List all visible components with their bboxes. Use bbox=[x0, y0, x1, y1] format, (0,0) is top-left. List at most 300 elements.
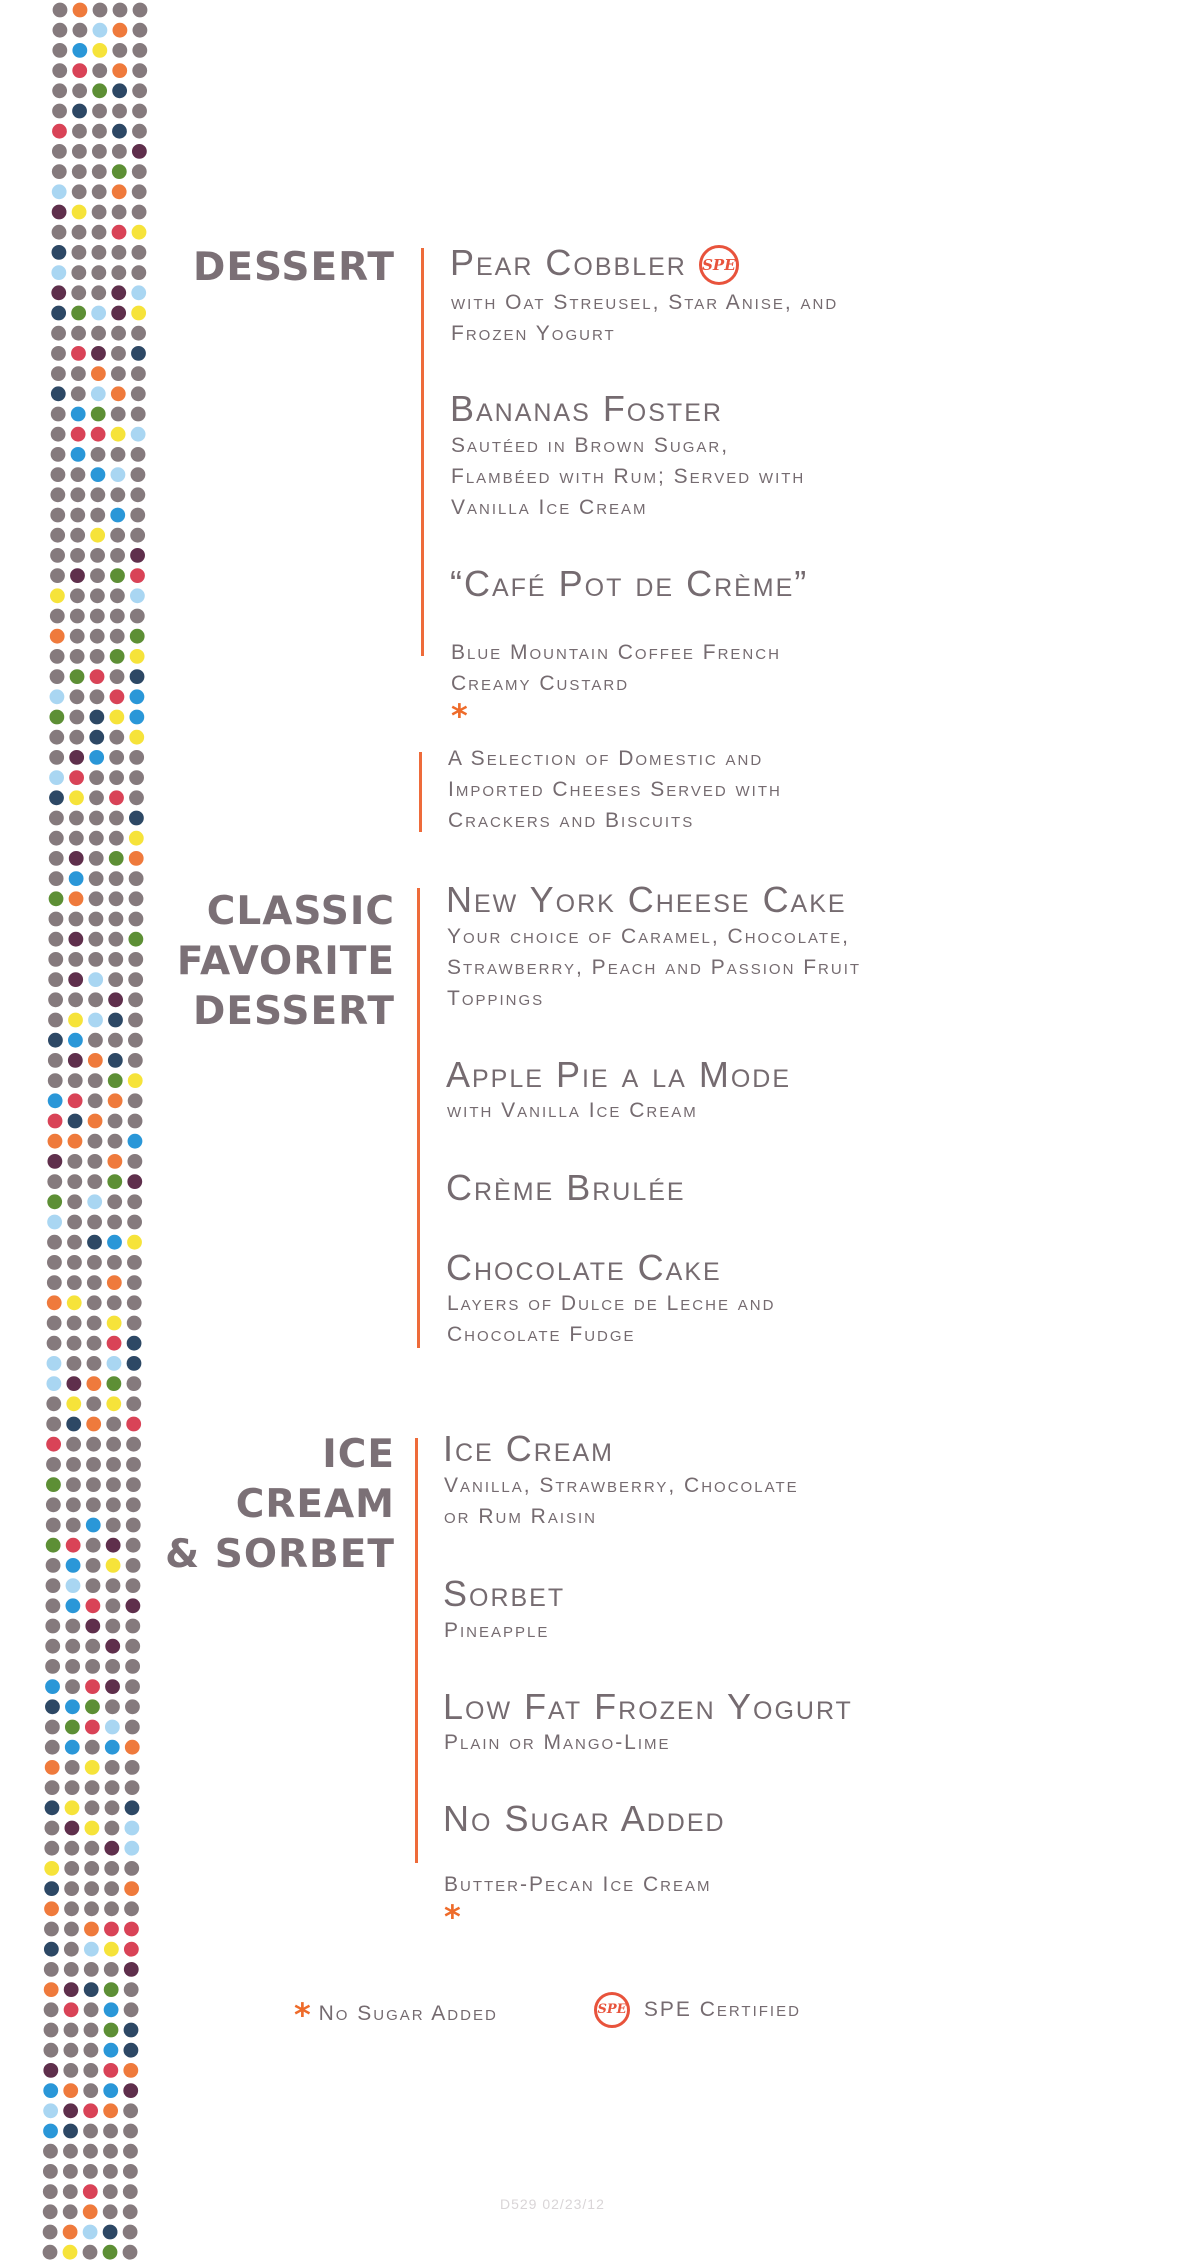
decorative-dot bbox=[90, 669, 105, 684]
decorative-dot bbox=[67, 1316, 82, 1331]
decorative-dot bbox=[53, 23, 68, 38]
decorative-dot bbox=[71, 386, 86, 401]
decorative-dot bbox=[123, 2063, 138, 2078]
decorative-dot bbox=[49, 750, 64, 765]
decorative-dot bbox=[72, 104, 87, 119]
decorative-dot bbox=[130, 689, 145, 704]
decorative-dot bbox=[103, 2184, 118, 2199]
menu-item-description-text: Blue Mountain Coffee French Creamy Custard bbox=[451, 641, 781, 695]
decorative-dot bbox=[126, 1477, 141, 1492]
decorative-dot bbox=[128, 932, 143, 947]
menu-item-title bbox=[450, 243, 739, 285]
decorative-dot bbox=[52, 164, 67, 179]
decorative-dot bbox=[86, 1396, 101, 1411]
decorative-dot bbox=[131, 407, 146, 422]
decorative-dot bbox=[68, 972, 83, 987]
decorative-dot bbox=[124, 1922, 139, 1937]
decorative-dot bbox=[46, 1497, 61, 1512]
decorative-dot bbox=[67, 1295, 82, 1310]
decorative-dot bbox=[87, 1174, 102, 1189]
decorative-dot bbox=[112, 225, 127, 240]
decorative-dot bbox=[85, 1598, 100, 1613]
decorative-dot bbox=[70, 629, 85, 644]
decorative-dot bbox=[106, 1558, 121, 1573]
decorative-dot bbox=[130, 588, 145, 603]
decorative-dot bbox=[128, 1033, 143, 1048]
decorative-dot bbox=[46, 1578, 61, 1593]
menu-item-title: Crème Brulée bbox=[446, 1167, 686, 1208]
decorative-dot bbox=[47, 1174, 62, 1189]
decorative-dot bbox=[107, 1295, 122, 1310]
decorative-dot bbox=[89, 912, 104, 927]
decorative-dot bbox=[87, 1295, 102, 1310]
decorative-dot bbox=[126, 1437, 141, 1452]
decorative-dot bbox=[71, 346, 86, 361]
decorative-dot bbox=[127, 1255, 142, 1270]
decorative-dot bbox=[52, 225, 67, 240]
decorative-dot bbox=[71, 326, 86, 341]
decorative-dot bbox=[52, 205, 67, 220]
decorative-dot bbox=[127, 1154, 142, 1169]
decorative-dot bbox=[63, 2063, 78, 2078]
menu-item-name: Pear Cobbler bbox=[450, 242, 687, 283]
decorative-dot bbox=[91, 285, 106, 300]
menu-item-description: with Vanilla Ice Cream bbox=[447, 1099, 698, 1122]
decorative-dot bbox=[69, 750, 84, 765]
decorative-dot bbox=[89, 770, 104, 785]
decorative-dot bbox=[124, 1982, 139, 1997]
decorative-dot bbox=[131, 346, 146, 361]
decorative-dot bbox=[68, 952, 83, 967]
decorative-dot bbox=[48, 972, 63, 987]
decorative-dot bbox=[44, 2043, 59, 2058]
decorative-dot bbox=[131, 386, 146, 401]
decorative-dot bbox=[104, 1841, 119, 1856]
decorative-dot bbox=[71, 285, 86, 300]
decorative-dot bbox=[108, 1134, 123, 1149]
decorative-dot bbox=[71, 306, 86, 321]
decorative-dot bbox=[65, 1821, 80, 1836]
decorative-dot bbox=[71, 447, 86, 462]
decorative-dot bbox=[110, 629, 125, 644]
decorative-dot bbox=[132, 184, 147, 199]
decorative-dot bbox=[84, 2002, 99, 2017]
decorative-dot bbox=[86, 1497, 101, 1512]
decorative-dot bbox=[64, 2023, 79, 2038]
decorative-dot bbox=[51, 326, 66, 341]
decorative-dot bbox=[105, 1740, 120, 1755]
decorative-dot bbox=[46, 1518, 61, 1533]
decorative-dot bbox=[50, 669, 65, 684]
decorative-dot bbox=[88, 992, 103, 1007]
decorative-dot bbox=[69, 831, 84, 846]
decorative-dot bbox=[126, 1376, 141, 1391]
decorative-dot bbox=[67, 1356, 82, 1371]
decorative-dot bbox=[111, 447, 126, 462]
decorative-dot bbox=[45, 1720, 60, 1735]
decorative-dot bbox=[72, 63, 87, 78]
decorative-dot bbox=[91, 447, 106, 462]
decorative-dot bbox=[64, 1881, 79, 1896]
decorative-dot bbox=[63, 2083, 78, 2098]
decorative-dot bbox=[68, 1053, 83, 1068]
decorative-dot bbox=[65, 1699, 80, 1714]
decorative-dot bbox=[105, 1699, 120, 1714]
decorative-dot bbox=[72, 245, 87, 260]
asterisk-icon: * bbox=[294, 1996, 311, 2034]
decorative-dot bbox=[90, 528, 105, 543]
decorative-dot bbox=[109, 730, 124, 745]
decorative-dot bbox=[52, 63, 67, 78]
decorative-dot bbox=[112, 184, 127, 199]
decorative-dot bbox=[48, 952, 63, 967]
decorative-dot bbox=[130, 548, 145, 563]
decorative-dot bbox=[110, 669, 125, 684]
decorative-dot bbox=[46, 1477, 61, 1492]
decorative-dot bbox=[86, 1437, 101, 1452]
decorative-dot bbox=[84, 1982, 99, 1997]
decorative-dot bbox=[104, 2002, 119, 2017]
decorative-dot bbox=[83, 2245, 98, 2260]
decorative-dot bbox=[111, 346, 126, 361]
decorative-dot bbox=[105, 1619, 120, 1634]
decorative-dot bbox=[106, 1477, 121, 1492]
decorative-dot bbox=[108, 952, 123, 967]
decorative-dot bbox=[109, 710, 124, 725]
decorative-dot bbox=[131, 366, 146, 381]
decorative-dot bbox=[47, 1215, 62, 1230]
decorative-dot bbox=[85, 1619, 100, 1634]
decorative-dot bbox=[107, 1215, 122, 1230]
decorative-dot bbox=[131, 306, 146, 321]
decorative-dot bbox=[84, 2043, 99, 2058]
decorative-dot bbox=[86, 1578, 101, 1593]
decorative-dot bbox=[73, 3, 88, 18]
decorative-dot bbox=[124, 2043, 139, 2058]
decorative-dot bbox=[112, 63, 127, 78]
decorative-dot bbox=[87, 1275, 102, 1290]
decorative-dot bbox=[130, 669, 145, 684]
decorative-dot bbox=[65, 1740, 80, 1755]
decorative-dot bbox=[83, 2144, 98, 2159]
decorative-dot bbox=[46, 1437, 61, 1452]
decorative-dot bbox=[110, 487, 125, 502]
decorative-dot bbox=[127, 1215, 142, 1230]
decorative-dot bbox=[123, 2184, 138, 2199]
decorative-dot bbox=[92, 43, 107, 58]
decorative-dot bbox=[50, 487, 65, 502]
decorative-dot bbox=[65, 1619, 80, 1634]
decorative-dot bbox=[131, 265, 146, 280]
decorative-dot bbox=[111, 285, 126, 300]
decorative-dot bbox=[90, 508, 105, 523]
decorative-dot bbox=[131, 285, 146, 300]
decorative-dot bbox=[91, 407, 106, 422]
decorative-dot bbox=[70, 609, 85, 624]
decorative-dot bbox=[48, 932, 63, 947]
decorative-dot bbox=[49, 871, 64, 886]
decorative-dot bbox=[92, 124, 107, 139]
decorative-dot bbox=[128, 952, 143, 967]
decorative-dot bbox=[69, 710, 84, 725]
decorative-dot bbox=[91, 366, 106, 381]
decorative-dot bbox=[106, 1376, 121, 1391]
decorative-dot bbox=[87, 1235, 102, 1250]
decorative-dot bbox=[103, 2245, 118, 2260]
decorative-dot bbox=[104, 1982, 119, 1997]
decorative-dot bbox=[45, 1639, 60, 1654]
decorative-dot bbox=[48, 1053, 63, 1068]
decorative-dot bbox=[51, 447, 66, 462]
decorative-dot bbox=[130, 487, 145, 502]
decorative-dot bbox=[127, 1316, 142, 1331]
decorative-dot bbox=[48, 1073, 63, 1088]
decorative-dot bbox=[85, 1699, 100, 1714]
decorative-dot bbox=[92, 83, 107, 98]
decorative-dot bbox=[70, 508, 85, 523]
asterisk-icon: * bbox=[451, 697, 468, 735]
decorative-dot bbox=[50, 689, 65, 704]
decorative-dot bbox=[44, 1901, 59, 1916]
decorative-dot bbox=[92, 63, 107, 78]
decorative-dot bbox=[50, 508, 65, 523]
decorative-dot bbox=[89, 790, 104, 805]
decorative-dot bbox=[70, 568, 85, 583]
decorative-dot bbox=[113, 23, 128, 38]
decorative-dot bbox=[46, 1558, 61, 1573]
decorative-dot bbox=[112, 124, 127, 139]
decorative-dot bbox=[110, 649, 125, 664]
decorative-dot bbox=[107, 1235, 122, 1250]
decorative-dot bbox=[47, 1235, 62, 1250]
decorative-dot bbox=[45, 1679, 60, 1694]
decorative-dot bbox=[125, 1740, 140, 1755]
decorative-dot bbox=[45, 1659, 60, 1674]
decorative-dot bbox=[109, 831, 124, 846]
decorative-dot bbox=[125, 1699, 140, 1714]
decorative-dot bbox=[85, 1760, 100, 1775]
decorative-dot bbox=[69, 891, 84, 906]
decorative-dot bbox=[47, 1356, 62, 1371]
decorative-dot bbox=[70, 548, 85, 563]
decorative-dot bbox=[47, 1295, 62, 1310]
decorative-dot bbox=[63, 2245, 78, 2260]
decorative-dot bbox=[70, 588, 85, 603]
decorative-dot bbox=[84, 1901, 99, 1916]
decorative-dot bbox=[44, 2002, 59, 2017]
decorative-dot bbox=[50, 629, 65, 644]
decorative-dot bbox=[108, 1013, 123, 1028]
decorative-dot bbox=[67, 1275, 82, 1290]
decorative-dot bbox=[70, 669, 85, 684]
decorative-dot bbox=[90, 487, 105, 502]
decorative-dot bbox=[65, 1800, 80, 1815]
decorative-dot bbox=[130, 508, 145, 523]
menu-item-description: Layers of Dulce de Leche and Chocolate Fudge bbox=[447, 1292, 776, 1346]
decorative-dot bbox=[84, 1841, 99, 1856]
menu-item-description: Sautéed in Brown Sugar, Flambéed with Rum; Served with Vanilla Ice Cream bbox=[451, 434, 806, 519]
decorative-dot bbox=[125, 1619, 140, 1634]
decorative-dot bbox=[125, 1720, 140, 1735]
decorative-dot bbox=[85, 1639, 100, 1654]
decorative-dot bbox=[46, 1457, 61, 1472]
decorative-dot bbox=[93, 3, 108, 18]
decorative-dot bbox=[72, 225, 87, 240]
decorative-dot bbox=[125, 1780, 140, 1795]
decorative-dot bbox=[92, 205, 107, 220]
decorative-dot bbox=[52, 83, 67, 98]
print-code: D529 02/23/12 bbox=[500, 2196, 605, 2212]
decorative-dot bbox=[90, 689, 105, 704]
decorative-dot bbox=[105, 1639, 120, 1654]
decorative-dot bbox=[108, 1114, 123, 1129]
decorative-dot bbox=[64, 1901, 79, 1916]
menu-item-description bbox=[444, 1838, 712, 1936]
decorative-dot bbox=[107, 1194, 122, 1209]
decorative-dot bbox=[92, 225, 107, 240]
legend-label: No Sugar Added bbox=[318, 2002, 498, 2025]
decorative-dot bbox=[110, 609, 125, 624]
decorative-dot bbox=[47, 1154, 62, 1169]
decorative-dot bbox=[86, 1558, 101, 1573]
decorative-dot bbox=[110, 689, 125, 704]
decorative-dot bbox=[84, 2023, 99, 2038]
decorative-dot bbox=[51, 285, 66, 300]
decorative-dot bbox=[132, 43, 147, 58]
decorative-dot bbox=[91, 386, 106, 401]
section-divider-dessert bbox=[421, 248, 424, 656]
decorative-dot bbox=[123, 2204, 138, 2219]
decorative-dot bbox=[103, 2083, 118, 2098]
decorative-dot bbox=[128, 972, 143, 987]
decorative-dot bbox=[124, 2002, 139, 2017]
decorative-dot bbox=[106, 1518, 121, 1533]
decorative-dot bbox=[44, 1942, 59, 1957]
decorative-dot bbox=[91, 467, 106, 482]
decorative-dot bbox=[130, 568, 145, 583]
decorative-dot bbox=[129, 851, 144, 866]
decorative-dot bbox=[67, 1174, 82, 1189]
decorative-dot bbox=[65, 1720, 80, 1735]
decorative-dot bbox=[49, 831, 64, 846]
decorative-dot bbox=[66, 1538, 81, 1553]
decorative-dot bbox=[104, 1881, 119, 1896]
decorative-dot bbox=[88, 1093, 103, 1108]
section-divider-classic-favorite bbox=[417, 888, 420, 1348]
decorative-dot bbox=[52, 144, 67, 159]
decorative-dot bbox=[49, 790, 64, 805]
decorative-dot-column bbox=[40, 0, 152, 2263]
decorative-dot bbox=[92, 104, 107, 119]
decorative-dot bbox=[52, 245, 67, 260]
decorative-dot bbox=[107, 1275, 122, 1290]
decorative-dot bbox=[50, 568, 65, 583]
decorative-dot bbox=[43, 2063, 58, 2078]
decorative-dot bbox=[129, 770, 144, 785]
menu-item-title: Sorbet bbox=[443, 1573, 566, 1614]
decorative-dot bbox=[107, 1336, 122, 1351]
decorative-dot bbox=[84, 1881, 99, 1896]
decorative-dot bbox=[43, 2083, 58, 2098]
decorative-dot bbox=[127, 1295, 142, 1310]
decorative-dot bbox=[45, 1740, 60, 1755]
decorative-dot bbox=[45, 1760, 60, 1775]
decorative-dot bbox=[45, 1699, 60, 1714]
decorative-dot bbox=[125, 1760, 140, 1775]
decorative-dot bbox=[109, 851, 124, 866]
decorative-dot bbox=[47, 1194, 62, 1209]
decorative-dot bbox=[48, 1114, 63, 1129]
decorative-dot bbox=[64, 1982, 79, 1997]
decorative-dot bbox=[129, 811, 144, 826]
decorative-dot bbox=[111, 407, 126, 422]
decorative-dot bbox=[83, 2063, 98, 2078]
decorative-dot bbox=[107, 1316, 122, 1331]
decorative-dot bbox=[72, 124, 87, 139]
decorative-dot bbox=[108, 1093, 123, 1108]
decorative-dot bbox=[64, 1861, 79, 1876]
decorative-dot bbox=[128, 1114, 143, 1129]
decorative-dot bbox=[90, 588, 105, 603]
decorative-dot bbox=[126, 1396, 141, 1411]
decorative-dot bbox=[111, 427, 126, 442]
decorative-dot bbox=[71, 265, 86, 280]
menu-item-title: Chocolate Cake bbox=[446, 1247, 722, 1288]
decorative-dot bbox=[65, 1639, 80, 1654]
decorative-dot bbox=[132, 245, 147, 260]
decorative-dot bbox=[107, 1356, 122, 1371]
decorative-dot bbox=[71, 366, 86, 381]
decorative-dot bbox=[68, 1114, 83, 1129]
decorative-dot bbox=[107, 1255, 122, 1270]
decorative-dot bbox=[45, 1800, 60, 1815]
decorative-dot bbox=[107, 1174, 122, 1189]
decorative-dot bbox=[44, 2023, 59, 2038]
decorative-dot bbox=[70, 689, 85, 704]
decorative-dot bbox=[89, 871, 104, 886]
decorative-dot bbox=[88, 1134, 103, 1149]
decorative-dot bbox=[129, 871, 144, 886]
decorative-dot bbox=[85, 1780, 100, 1795]
decorative-dot bbox=[132, 124, 147, 139]
decorative-dot bbox=[66, 1396, 81, 1411]
decorative-dot bbox=[89, 750, 104, 765]
decorative-dot bbox=[112, 43, 127, 58]
decorative-dot bbox=[128, 1053, 143, 1068]
decorative-dot bbox=[50, 588, 65, 603]
decorative-dot bbox=[88, 1114, 103, 1129]
decorative-dot bbox=[48, 1093, 63, 1108]
decorative-dot bbox=[104, 2023, 119, 2038]
decorative-dot bbox=[64, 1922, 79, 1937]
decorative-dot bbox=[105, 1780, 120, 1795]
decorative-dot bbox=[88, 972, 103, 987]
menu-item-description-text: Butter-Pecan Ice Cream bbox=[444, 1873, 712, 1896]
decorative-dot bbox=[49, 912, 64, 927]
decorative-dot bbox=[63, 2124, 78, 2139]
decorative-dot bbox=[132, 205, 147, 220]
decorative-dot bbox=[92, 164, 107, 179]
decorative-dot bbox=[49, 710, 64, 725]
decorative-dot bbox=[123, 2124, 138, 2139]
decorative-dot bbox=[64, 1841, 79, 1856]
decorative-dot bbox=[47, 1275, 62, 1290]
decorative-dot bbox=[112, 104, 127, 119]
decorative-dot bbox=[106, 1538, 121, 1553]
decorative-dot bbox=[104, 1942, 119, 1957]
decorative-dot bbox=[123, 2083, 138, 2098]
decorative-dot bbox=[44, 1861, 59, 1876]
